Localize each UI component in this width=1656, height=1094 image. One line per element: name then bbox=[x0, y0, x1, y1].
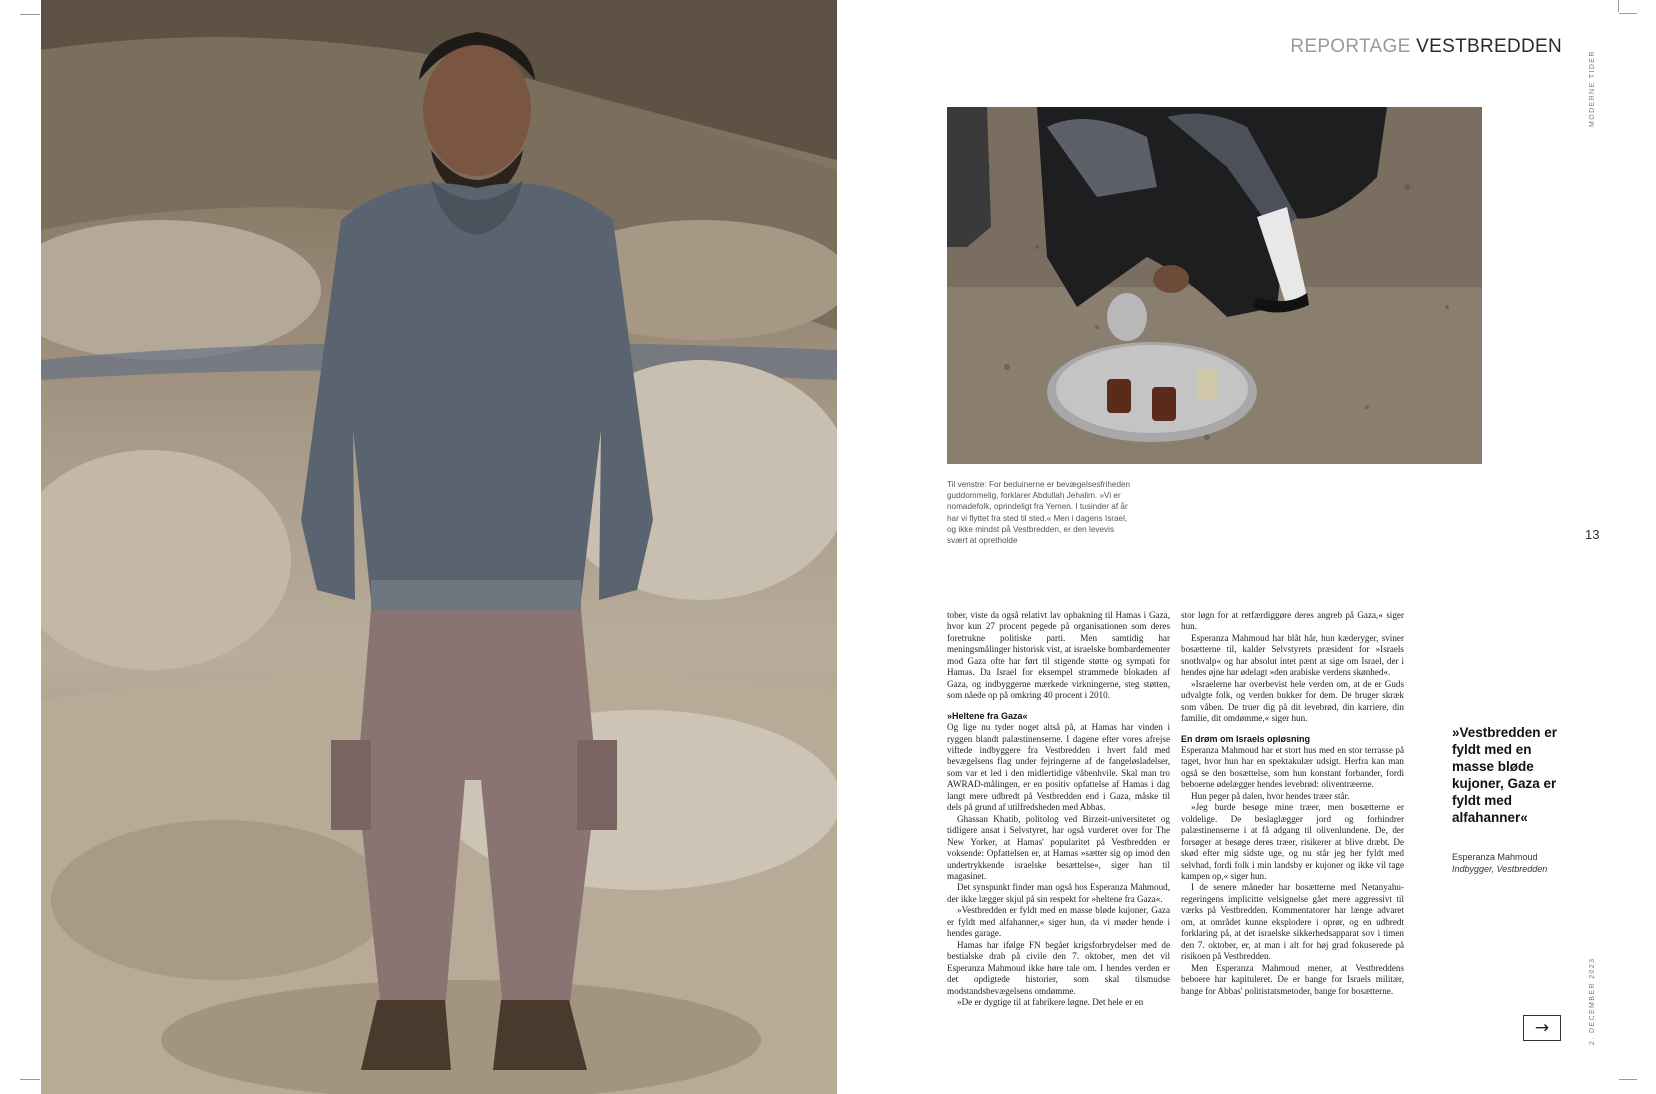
pull-quote-author: Esperanza Mahmoud bbox=[1452, 852, 1538, 862]
crop-mark bbox=[1618, 0, 1619, 12]
paragraph: Ghassan Khatib, politolog ved Birzeit-universitetet og tidligere ansat i Selvstyret, har også vurderet over for The New Yorker, at Hamas' popularitet på Vestbredden er voksende: Opfattelsen er, at Hamas »sætter sig op imod den undertrykkende israelske besættelse«, siger han til magasinet. bbox=[947, 813, 1170, 881]
article-column-1 bbox=[947, 610, 1170, 1008]
paragraph: Esperanza Mahmoud har blåt hår, hun kæderyger, sviner bosætterne til, kalder Selvstyrets præsident for »Israels snothvalp« og har absolut intet pænt at sige om Israel, der i hendes øjne har ødelagt »den arabiske verdens skønhed«. bbox=[1181, 632, 1404, 678]
subheading: En drøm om Israels opløsning bbox=[1181, 733, 1311, 744]
crop-mark bbox=[1619, 1079, 1637, 1080]
arrow-right-icon: → bbox=[1534, 1018, 1550, 1038]
crop-mark bbox=[20, 1079, 40, 1080]
paragraph: stor løgn for at retfærdiggøre deres angreb på Gaza,« siger hun. bbox=[1181, 610, 1404, 632]
portrait-photo bbox=[41, 0, 837, 1094]
next-page-button[interactable] bbox=[1523, 1015, 1561, 1041]
paragraph: tober, viste da også relativt lav opbakning til Hamas i Gaza, hvor kun 27 procent pegede på organisationen som deres foretrukne politiske parti. Men samtidig har meningsmålinger historisk vist, at israelske bombardementer mod Gaza ofte har ført til stigende støtte og sympati for Hamas. Da Israel for eksempel strammede blokaden af Gaza, og indbyggerne mærkede virkningerne, steg støtten, som nåede op på omkring 40 procent i 2010. bbox=[947, 610, 1170, 701]
crop-mark bbox=[20, 14, 40, 15]
pull-quote: »Vestbredden er fyldt med en masse bløde kujoner, Gaza er fyldt med alfahanner« bbox=[1452, 725, 1558, 825]
topic-label: VESTBREDDEN bbox=[1416, 36, 1562, 57]
crop-mark bbox=[1619, 13, 1637, 14]
section-label: REPORTAGE bbox=[1290, 36, 1411, 57]
paragraph: Esperanza Mahmoud har et stort hus med en stor terrasse på taget, hvor hun har en spektakulær udsigt. Herfra kan man også se den bosættelse, som hun konstant forbander, fordi beboerne ødelægger hendes levebrød: oliventræerne. bbox=[1181, 744, 1404, 790]
tea-pouring-photo bbox=[947, 107, 1482, 464]
magazine-name-vertical: MODERNE TIDER bbox=[1589, 50, 1596, 127]
section-header bbox=[1290, 36, 1562, 58]
paragraph: »Vestbredden er fyldt med en masse bløde kujoner, Gaza er fyldt med alfahanner,« siger hun, da vi møder hende i hendes garage. bbox=[947, 905, 1170, 939]
subheading: »Heltene fra Gaza« bbox=[947, 710, 1028, 721]
paragraph: »Jeg burde besøge mine træer, men bosætterne er voldelige. De beslaglægger jord og forhindrer palæstinenserne i at få adgang til olivenlundene. De, der forsøger at besøge deres træer, risikerer at blive dræbt. De skød efter mig sidste uge, og nu står jeg her fyldt med selvhad, fordi folk i min landsby er kujoner og ikke vil tage kampen op,« siger hun. bbox=[1181, 802, 1404, 881]
paragraph: Det synspunkt finder man også hos Esperanza Mahmoud, der ikke lægger skjul på sin respekt for »heltene fra Gaza«. bbox=[947, 882, 1170, 904]
page-number: 13 bbox=[1585, 527, 1600, 542]
paragraph: Og lige nu tyder noget altså på, at Hamas har vinden i ryggen blandt palæstinenserne. I dagene efter vores afrejse viftede indbyggere fra Vestbredden i hvert fald med bevægelsens flag under fejringerne af de fangeløsladelser, som var et led i den midlertidige våbenhvile. Skal man tro AWRAD-målingen, er en positiv opfattelse af Hamas i dag langt mere udbredt på Vestbredden end i Gaza, måske til dels på grund af utilfredsheden med Abbas. bbox=[947, 722, 1170, 813]
article-column-2 bbox=[1181, 610, 1404, 997]
pull-quote-attribution bbox=[1452, 851, 1547, 875]
paragraph: »De er dygtige til at fabrikere løgne. Det hele er en bbox=[957, 996, 1144, 1007]
photo-caption: Til venstre: For beduinerne er bevægelsesfriheden guddommelig, forklarer Abdullah Jehalim. »Vi er nomadefolk, oprindeligt fra Yemen. I tusinder af år har vi flyttet fra sted til sted.« Men i dagens Israel, og ikke mindst på Vestbredden, er den levevis svært at opretholde bbox=[947, 480, 1131, 546]
paragraph: Men Esperanza Mahmoud mener, at Vestbreddens beboere har kapituleret. De er bange for Israels militær, bange for Abbas' politistatsmetoder, bange for bosætterne. bbox=[1181, 962, 1404, 996]
paragraph: Hun peger på dalen, hvor hendes træer står. bbox=[1191, 790, 1350, 801]
issue-date-vertical: 2. DECEMBER 2023 bbox=[1589, 957, 1596, 1045]
paragraph: »Israelerne har overbevist hele verden om, at de er Guds udvalgte folk, og verden bukker for dem. De bruger skræk som våben. De truer dig på dit levebrød, din karriere, din familie, dit omdømme,« siger hun. bbox=[1181, 678, 1404, 724]
paragraph: Hamas har ifølge FN begået krigsforbrydelser med de bestialske drab på civile den 7. oktober, men det vil Esperanza Mahmoud ikke høre tale om. I hendes verden er det opdigtede historier, som skal tilsmudse modstandsbevægelsens omdømme. bbox=[947, 939, 1170, 996]
pull-quote-role: Indbygger, Vestbredden bbox=[1452, 864, 1548, 874]
paragraph: I de senere måneder har bosætterne med Netanyahu-regeringens implicitte velsignelse gået mere aggressivt til værks på Vestbredden. Kommentatorer har længe advaret om, at området kunne eksplodere i oprør, og en udbredt forklaring på, at det israelske sikkerhedsapparat sov i timen den 7. oktober, er, at man i alt for høj grad fokuserede på risikoen på Vestbredden. bbox=[1181, 882, 1404, 962]
